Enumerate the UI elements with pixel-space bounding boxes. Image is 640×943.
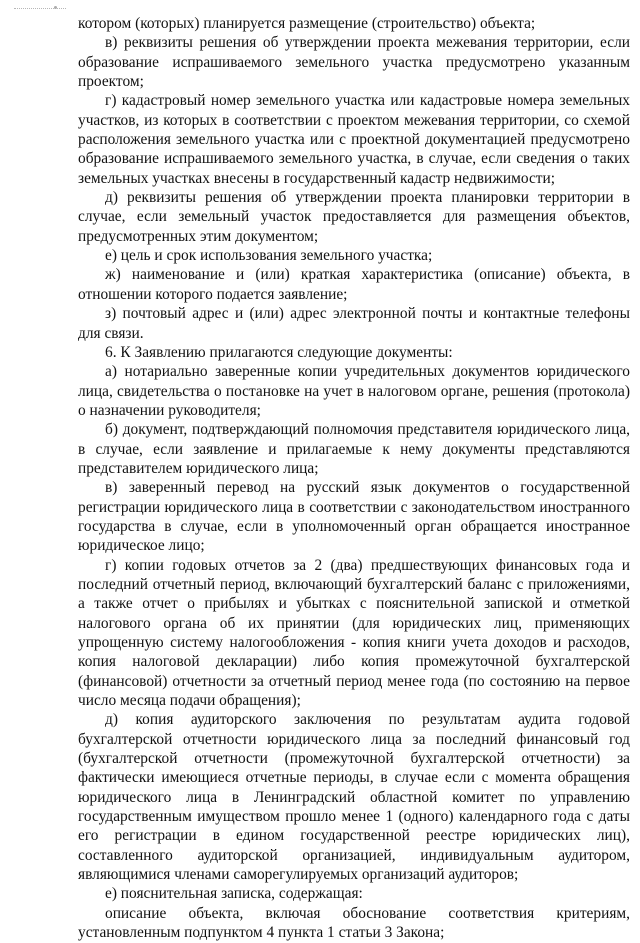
attachment-item-v: в) заверенный перевод на русский язык документов о государственной регистрации юридического лица в соответствии с законодательством иностранного государства в случае, если в уполномоченный орган обращается иностранное юридическое лицо; [78, 479, 630, 555]
paragraph-item-z: з) почтовый адрес и (или) адрес электронной почты и контактные телефоны для связи. [78, 305, 630, 342]
section-6-heading: 6. К Заявлению прилагаются следующие документы: [105, 343, 453, 361]
attachment-item-e: е) пояснительная записка, содержащая: [105, 885, 363, 903]
paragraph-item-g: г) кадастровый номер земельного участка или кадастровые номера земельных участков, из которых в соответствии с проектом межевания территории, со схемой расположения земельного участка или с проектной документацией предусмотрено образование испрашиваемого земельного участка, в случае, если сведения о таких земельных участках внесены в государственный кадастр недвижимости; [78, 92, 630, 187]
paragraph-continuation: котором (которых) планируется размещение (строительство) объекта; [78, 15, 536, 32]
scan-artifact [14, 8, 66, 19]
paragraph-item-e: е) цель и срок использования земельного участка; [105, 247, 433, 265]
attachment-item-e-description: описание объекта, включая обоснование соответствия критериям, установленным подпунктом 4 пункта 1 статьи 3 Закона; [78, 904, 630, 942]
paragraph-item-d: д) реквизиты решения об утверждении проекта планировки территории в случае, если земельный участок предоставляется для размещения объектов, предусмотренных этим документом; [78, 189, 630, 245]
attachment-item-b: б) документ, подтверждающий полномочия представителя юридического лица, в случае, если заявление и прилагаемые к нему документы представляются представителем юридического лица; [78, 421, 630, 477]
document-page [78, 14, 630, 943]
paragraph-item-v: в) реквизиты решения об утверждении проекта межевания территории, если образование испрашиваемого земельного участка предусмотрено указанным проектом; [78, 34, 630, 91]
attachment-item-d: д) копия аудиторского заключения по результатам аудита годовой бухгалтерской отчетности юридического лица за последний финансовый год (бухгалтерской отчетности (промежуточной бухгалтерской отчетности) за фактически имеющиеся отчетные периоды, в случае если с момента обращения юридического лица в Ленинградский областной комитет по управлению государственным имуществом прошло менее 1 (одного) календарного года с даты его регистрации в едином государственной реестре юридических лиц), составленного аудиторской организацией, индивидуальным аудитором, являющимися членами саморегулируемых организаций аудиторов; [78, 711, 630, 884]
paragraph-item-zh: ж) наименование и (или) краткая характеристика (описание) объекта, в отношении которого подается заявление; [78, 266, 630, 303]
attachment-item-a: а) нотариально заверенные копии учредительных документов юридического лица, свидетельства о постановке на учет в налоговом органе, решения (протокола) о назначении руководителя; [78, 363, 630, 419]
attachment-item-g: г) копии годовых отчетов за 2 (два) предшествующих финансовых года и последний отчетный период, включающий бухгалтерский баланс с приложениями, а также отчет о прибылях и убытках с пояснительной запиской и отметкой налогового органа об их принятии (для юридических лиц, применяющих упрощенную систему налогообложения - копия книги учета доходов и расходов, копия налоговой декларации) либо копия промежуточной бухгалтерской (финансовой) отчетности за отчетный период менее года (по состоянию на первое число месяца подачи обращения); [78, 556, 630, 710]
